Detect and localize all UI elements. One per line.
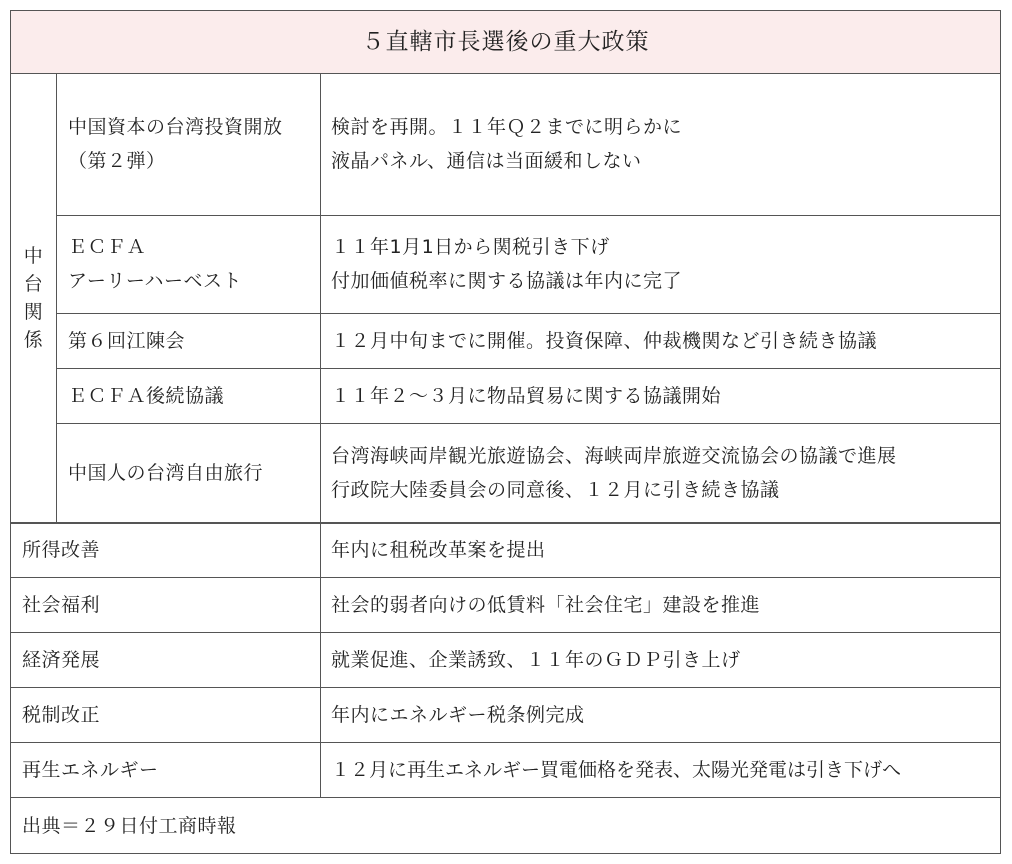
policy-table	[10, 10, 1001, 854]
source-note: 出典＝２９日付工商時報	[22, 814, 237, 837]
item-line: 中国資本の台湾投資開放	[68, 116, 283, 138]
china-detail-0	[321, 73, 1000, 215]
detail-line: １１年1月1日から関税引き下げ	[331, 236, 610, 258]
item-line: ＥＣＦＡ	[68, 236, 147, 258]
china-detail-2: １２月中旬までに開催。投資保障、仲裁機関など引き続き協議	[331, 329, 878, 352]
group-label-char: 台	[23, 272, 44, 295]
other-detail-2: 就業促進、企業誘致、１１年のＧＤＰ引き上げ	[331, 648, 741, 671]
group-label-char: 中	[23, 244, 44, 267]
other-item-0: 所得改善	[22, 539, 101, 561]
other-detail-3: 年内にエネルギー税条例完成	[331, 703, 585, 726]
china-item-4: 中国人の台湾自由旅行	[68, 461, 264, 484]
group-label-char: 係	[23, 328, 44, 351]
item-line: （第２弾）	[68, 150, 166, 172]
other-item-1: 社会福利	[22, 593, 101, 616]
other-item-2: 経済発展	[22, 648, 101, 671]
china-item-1	[57, 215, 320, 313]
detail-line: 液晶パネル、通信は当面緩和しない	[331, 150, 642, 172]
other-detail-0: 年内に租税改革案を提出	[331, 539, 546, 561]
china-detail-3: １１年２～３月に物品貿易に関する協議開始	[331, 384, 722, 407]
other-detail-1: 社会的弱者向けの低賃料「社会住宅」建設を推進	[331, 593, 761, 616]
china-item-0	[57, 73, 320, 215]
other-detail-4: １２月に再生エネルギー買電価格を発表、太陽光発電は引き下げへ	[331, 758, 902, 781]
china-detail-4	[321, 423, 1000, 522]
group-label-char: 関	[23, 300, 44, 323]
group-label-china-taiwan	[11, 73, 56, 522]
page-title: ５直轄市長選後の重大政策	[361, 29, 650, 55]
detail-line: 検討を再開。１１年Ｑ２までに明らかに	[331, 116, 683, 138]
item-line: アーリーハーベスト	[68, 270, 242, 292]
china-item-3: ＥＣＦＡ後続協議	[68, 384, 225, 407]
other-item-4: 再生エネルギー	[22, 758, 159, 781]
detail-line: 付加価値税率に関する協議は年内に完了	[331, 270, 683, 292]
other-item-3: 税制改正	[22, 703, 101, 726]
china-detail-1	[321, 215, 1000, 313]
china-item-2: 第６回江陳会	[68, 329, 186, 352]
detail-line: 台湾海峡両岸観光旅遊協会、海峡両岸旅遊交流協会の協議で進展	[331, 444, 897, 467]
detail-line: 行政院大陸委員会の同意後、１２月に引き続き協議	[331, 478, 780, 501]
